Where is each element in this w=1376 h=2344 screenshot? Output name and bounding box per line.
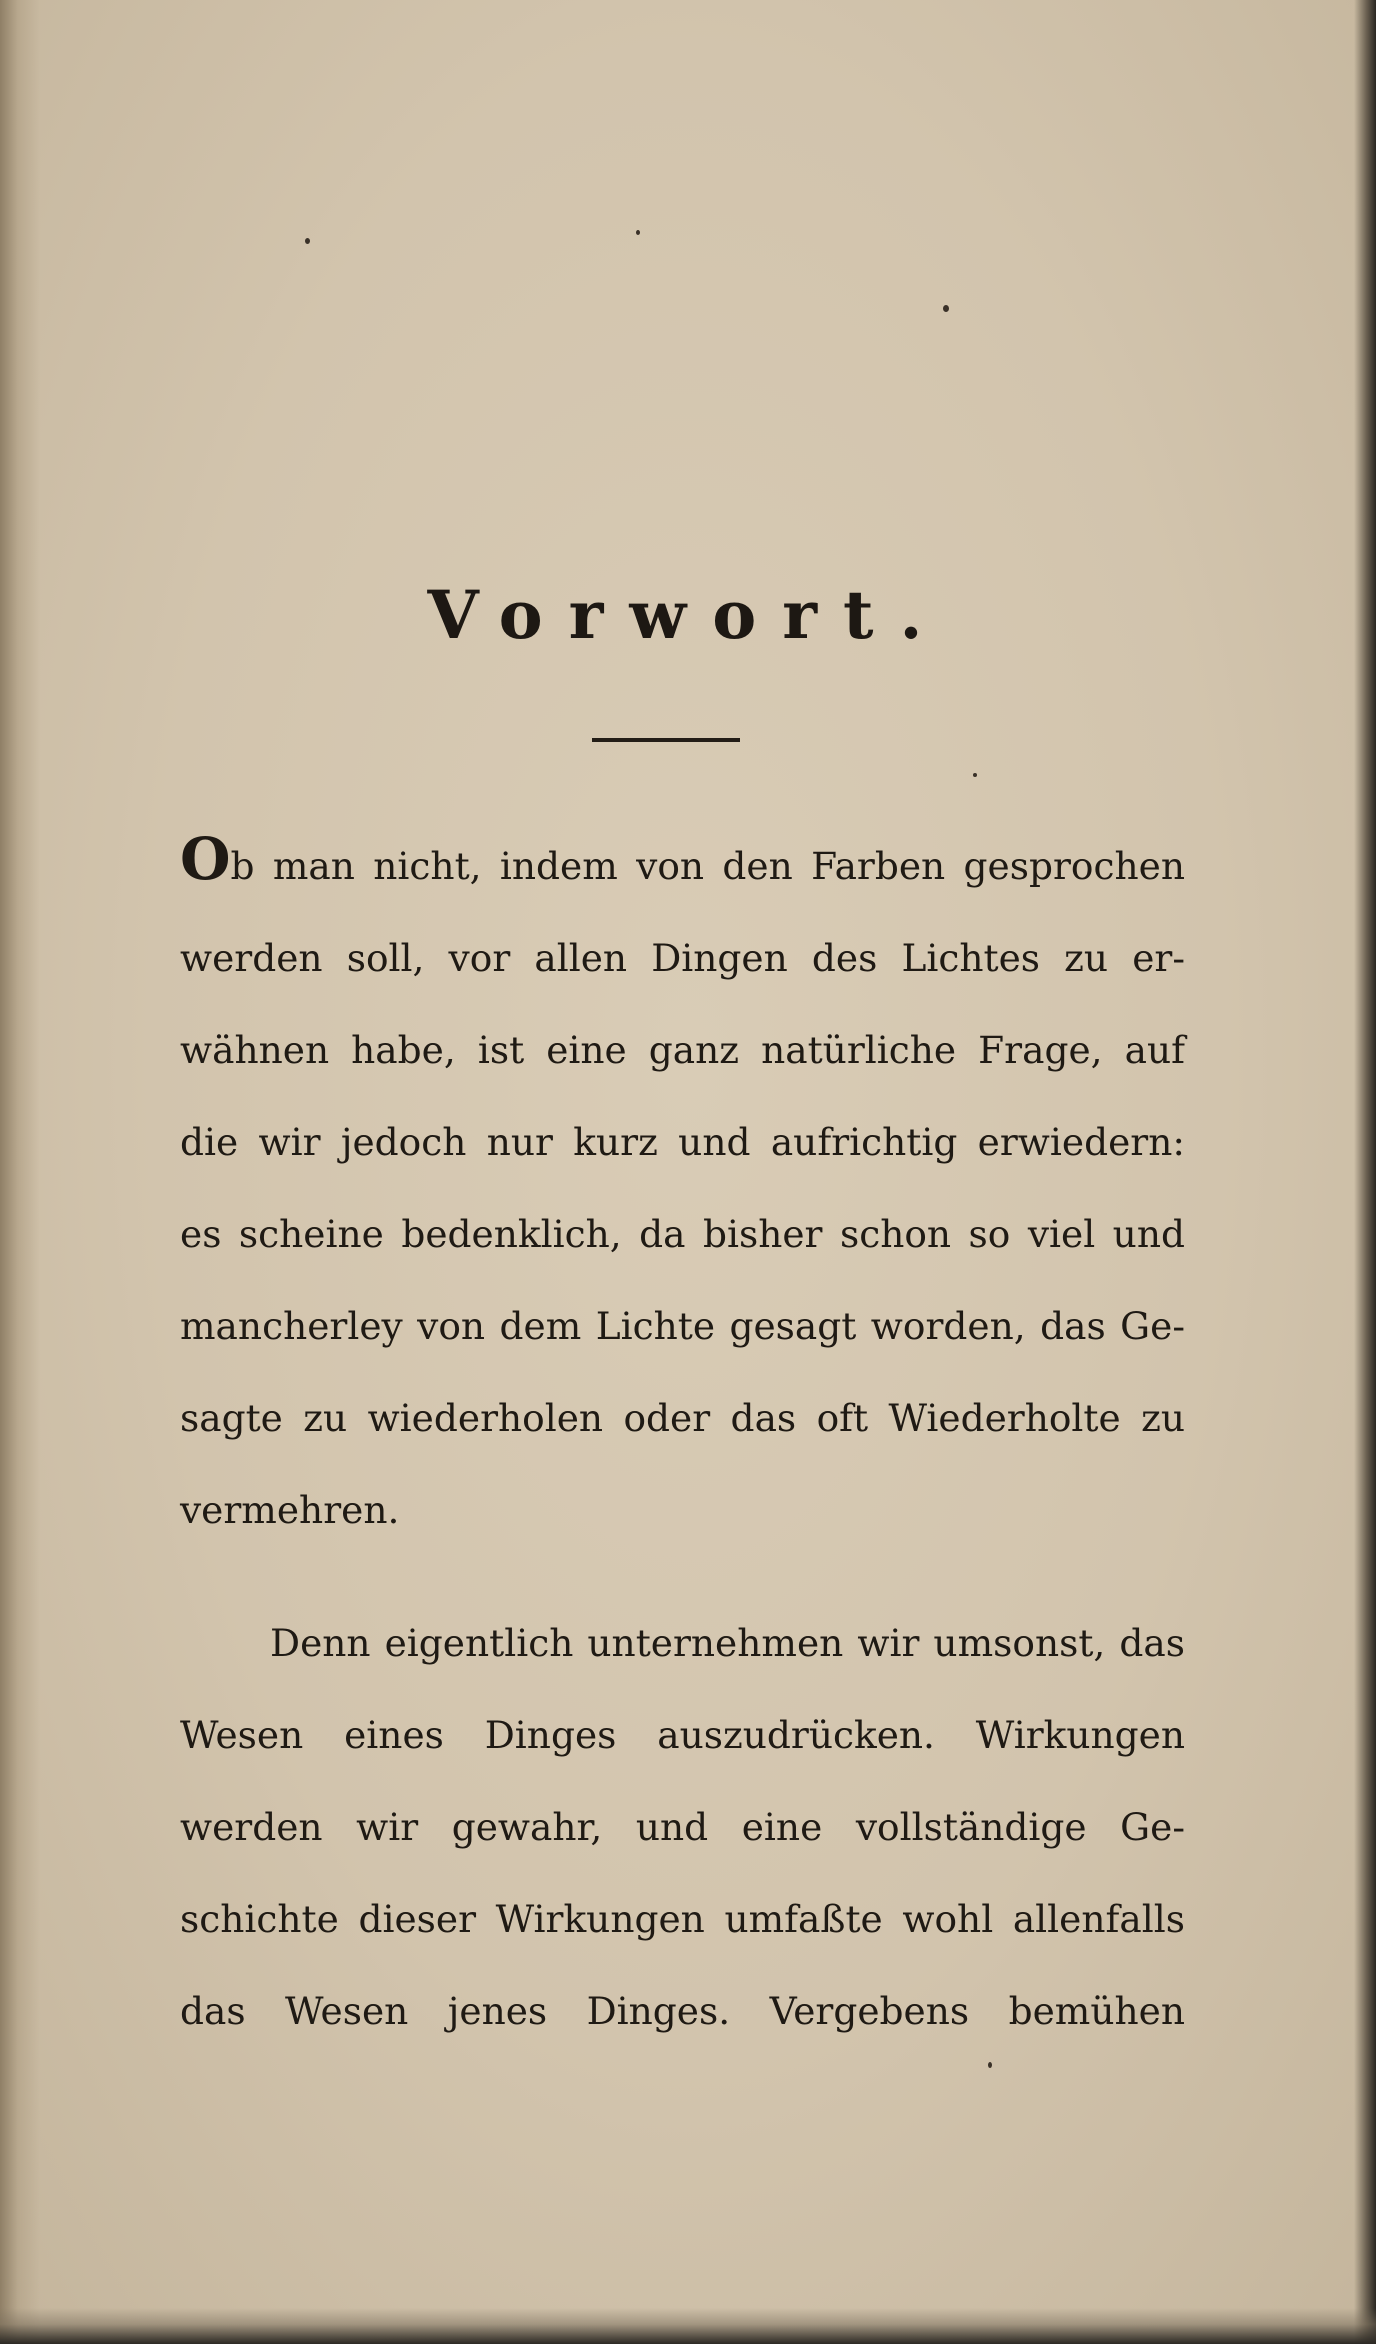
line-rest: b man nicht, indem von den Farben gesprochen: [230, 844, 1185, 888]
paragraph-1: [180, 820, 1185, 1556]
page-bottom-edge-shadow: [0, 2308, 1376, 2344]
paper-speck: [943, 305, 949, 312]
text-line: die wir jedoch nur kurz und aufrichtig erwiedern:: [180, 1120, 1185, 1164]
paper-speck: [305, 238, 310, 244]
text-line: [180, 820, 1185, 912]
page-right-edge-shadow: [1354, 0, 1376, 2344]
paper-speck: [636, 230, 640, 235]
title-divider: [592, 738, 740, 742]
text-line: werden wir gewahr, und eine vollständige Ge-: [180, 1805, 1185, 1849]
text-line: vermehren.: [180, 1488, 400, 1532]
text-line: wähnen habe, ist eine ganz natürliche Frage, auf: [180, 1028, 1185, 1072]
drop-cap: O: [180, 825, 231, 893]
paper-speck: [973, 773, 977, 777]
text-line: es scheine bedenklich, da bisher schon so viel und: [180, 1212, 1185, 1256]
paper-speck: [988, 2062, 992, 2068]
page-title: Vorwort.: [427, 576, 949, 654]
text-line: Denn eigentlich unternehmen wir umsonst, das: [270, 1621, 1185, 1665]
paragraph-2: [180, 1597, 1185, 2057]
text-line: mancherley von dem Lichte gesagt worden, das Ge-: [180, 1304, 1185, 1348]
text-line: werden soll, vor allen Dingen des Lichtes zu er-: [180, 936, 1185, 980]
text-line: sagte zu wiederholen oder das oft Wiederholte zu: [180, 1396, 1185, 1440]
text-line: das Wesen jenes Dinges. Vergebens bemühen: [180, 1989, 1185, 2033]
page-left-edge-shadow: [0, 0, 40, 2344]
text-line: Wesen eines Dinges auszudrücken. Wirkungen: [180, 1713, 1185, 1757]
text-line: schichte dieser Wirkungen umfaßte wohl allenfalls: [180, 1897, 1185, 1941]
